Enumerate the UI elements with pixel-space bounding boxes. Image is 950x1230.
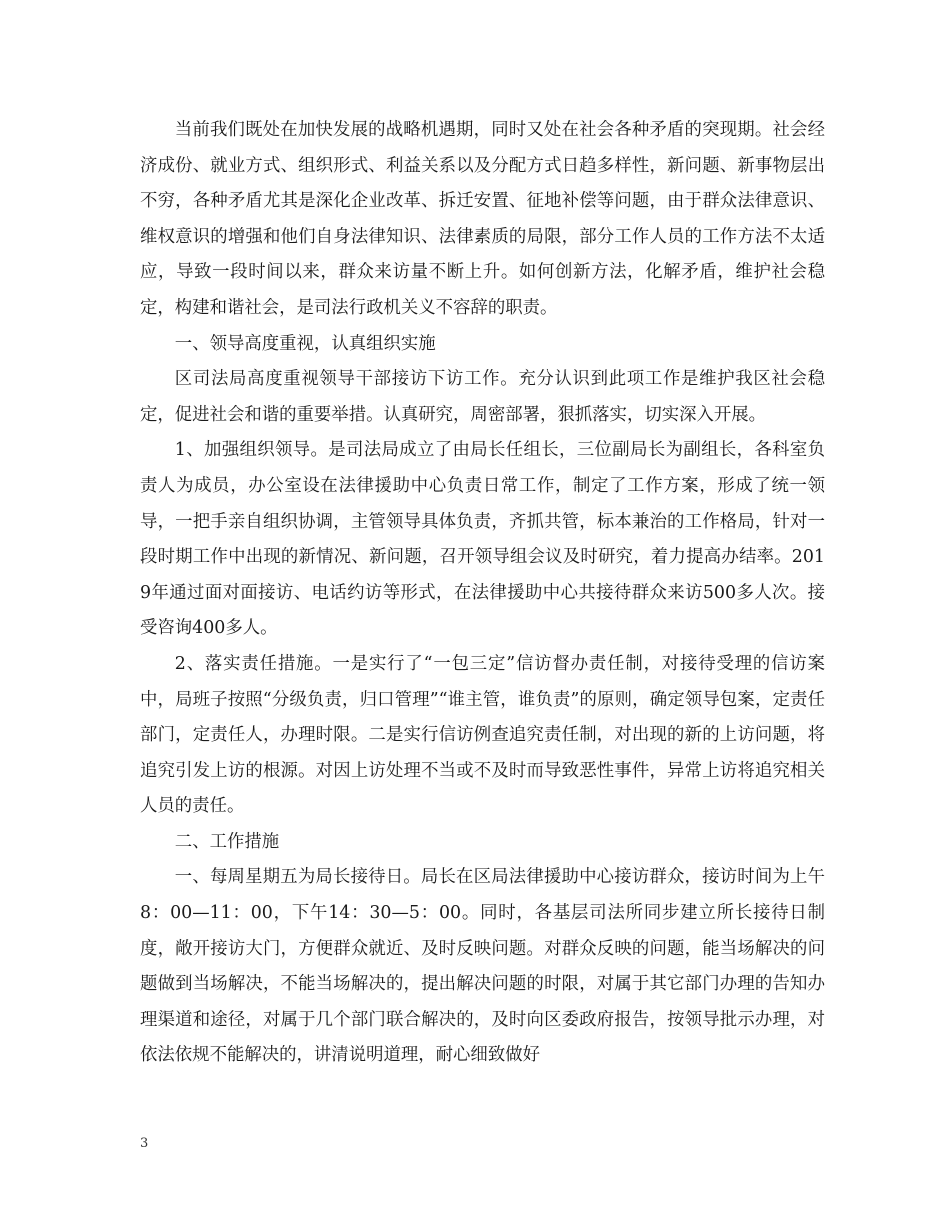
paragraph-measure-1: 一、每周星期五为局长接待日。局长在区局法律援助中心接访群众，接访时间为上午8：00—11：00，下午14：30—5：00。同时，各基层司法所同步建立所长接待日制度，敞开接访大门，方便群众就近、及时反映问题。对群众反映的问题，能当场解决的问题做到当场解决，不能当场解决的，提出解决问题的时限，对属于其它部门办理的告知办理渠道和途径，对属于几个部门联合解决的，及时向区委政府报告，按领导批示办理，对依法依规不能解决的，讲清说明道理，耐心细致做好 [140, 867, 825, 1066]
section-heading-1: 一、领导高度重视，认真组织实施 [174, 333, 436, 354]
page-number: 3 [140, 1136, 149, 1151]
paragraph-intro: 当前我们既处在加快发展的战略机遇期，同时又处在社会各种矛盾的突现期。社会经济成份、就业方式、组织形式、利益关系以及分配方式日趋多样性，新问题、新事物层出不穷，各种矛盾尤其是深化企业改革、拆迁安置、征地补偿等问题，由于群众法律意识、维权意识的增强和他们自身法律知识、法律素质的局限，部分工作人员的工作方法不太适应，导致一段时间以来，群众来访量不断上升。如何创新方法，化解矛盾，维护社会稳定，构建和谐社会，是司法行政机关义不容辞的职责。 [140, 120, 825, 318]
paragraph-item-1: 1、加强组织领导。是司法局成立了由局长任组长，三位副局长为副组长，各科室负责人为成员，办公室设在法律援助中心负责日常工作，制定了工作方案，形成了统一领导，一把手亲自组织协调，主管领导具体负责，齐抓共管，标本兼治的工作格局，针对一段时期工作中出现的新情况、新问题，召开领导组会议及时研究，着力提高办结率。2019年通过面对面接访、电话约访等形式，在法律援助中心共接待群众来访500多人次。接受咨询400多人。 [140, 440, 825, 639]
document-body [140, 113, 825, 1074]
paragraph-section-1: 区司法局高度重视领导干部接访下访工作。充分认识到此项工作是维护我区社会稳定，促进社会和谐的重要举措。认真研究，周密部署，狠抓落实，切实深入开展。 [140, 369, 825, 425]
section-heading-2: 二、工作措施 [174, 831, 280, 852]
paragraph-item-2: 2、落实责任措施。一是实行了“一包三定”信访督办责任制，对接待受理的信访案中，局班子按照“分级负责，归口管理”“谁主管，谁负责”的原则，确定领导包案，定责任部门，定责任人，办理时限。二是实行信访例查追究责任制，对出现的新的上访问题，将追究引发上访的根源。对因上访处理不当或不及时而导致恶性事件，异常上访将追究相关人员的责任。 [140, 653, 825, 817]
